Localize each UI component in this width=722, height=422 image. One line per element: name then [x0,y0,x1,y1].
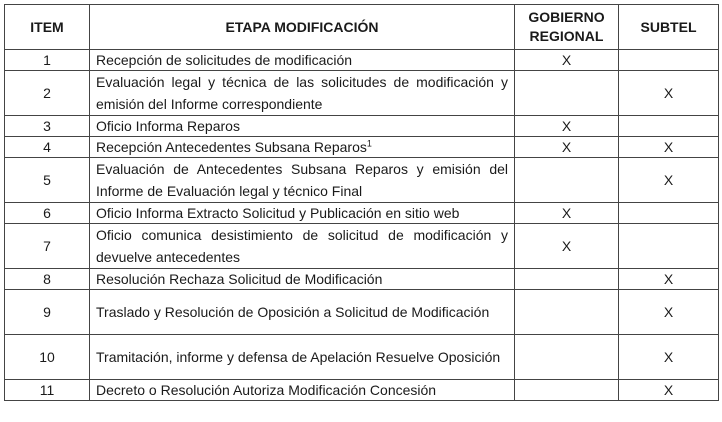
gobierno-mark [515,158,619,203]
item-number: 6 [5,203,90,224]
etapa-description [90,137,515,158]
gobierno-mark [515,335,619,380]
etapa-description: Resolución Rechaza Solicitud de Modificación [90,269,515,290]
subtel-mark: X [619,71,719,116]
header-subtel: SUBTEL [619,5,719,50]
gobierno-mark: X [515,116,619,137]
subtel-mark: X [619,335,719,380]
item-number: 11 [5,380,90,401]
subtel-mark: X [619,380,719,401]
table-row [5,335,719,380]
item-number: 3 [5,116,90,137]
header-gobierno-regional: GOBIERNO REGIONAL [515,5,619,50]
gobierno-mark [515,380,619,401]
table-row [5,290,719,335]
gobierno-mark [515,71,619,116]
item-number: 8 [5,269,90,290]
etapa-description: Evaluación de Antecedentes Subsana Reparos y emisión del Informe de Evaluación legal y técnico Final [90,158,515,203]
etapa-description: Tramitación, informe y defensa de Apelación Resuelve Oposición [90,335,515,380]
footnote-marker: 1 [366,138,372,149]
etapa-description: Recepción de solicitudes de modificación [90,50,515,71]
gobierno-mark: X [515,224,619,269]
item-number: 9 [5,290,90,335]
subtel-mark: X [619,269,719,290]
gobierno-mark [515,269,619,290]
item-number: 5 [5,158,90,203]
item-number: 10 [5,335,90,380]
subtel-mark: X [619,158,719,203]
header-item: ITEM [5,5,90,50]
etapa-description: Decreto o Resolución Autoriza Modificación Concesión [90,380,515,401]
etapa-description: Oficio comunica desistimiento de solicitud de modificación y devuelve antecedentes [90,224,515,269]
gobierno-mark: X [515,137,619,158]
etapa-text: Recepción Antecedentes Subsana Reparos [96,139,367,155]
document-page [4,4,719,401]
table-row [5,116,719,137]
subtel-mark [619,203,719,224]
table-row [5,158,719,203]
item-number: 2 [5,71,90,116]
table-row [5,380,719,401]
subtel-mark [619,224,719,269]
gobierno-mark: X [515,50,619,71]
item-number: 7 [5,224,90,269]
table-row [5,137,719,158]
subtel-mark [619,50,719,71]
etapa-description: Oficio Informa Extracto Solicitud y Publicación en sitio web [90,203,515,224]
table-body [5,50,719,401]
etapa-description: Evaluación legal y técnica de las solicitudes de modificación y emisión del Informe correspondiente [90,71,515,116]
table-row [5,50,719,71]
etapa-description: Oficio Informa Reparos [90,116,515,137]
gobierno-mark [515,290,619,335]
gobierno-mark: X [515,203,619,224]
table-header [5,5,719,50]
header-row [5,5,719,50]
table-row [5,269,719,290]
table-row [5,71,719,116]
header-etapa: ETAPA MODIFICACIÓN [90,5,515,50]
stages-table [4,4,719,401]
subtel-mark: X [619,290,719,335]
subtel-mark: X [619,137,719,158]
subtel-mark [619,116,719,137]
item-number: 4 [5,137,90,158]
etapa-description: Traslado y Resolución de Oposición a Solicitud de Modificación [90,290,515,335]
table-row [5,203,719,224]
item-number: 1 [5,50,90,71]
table-row [5,224,719,269]
